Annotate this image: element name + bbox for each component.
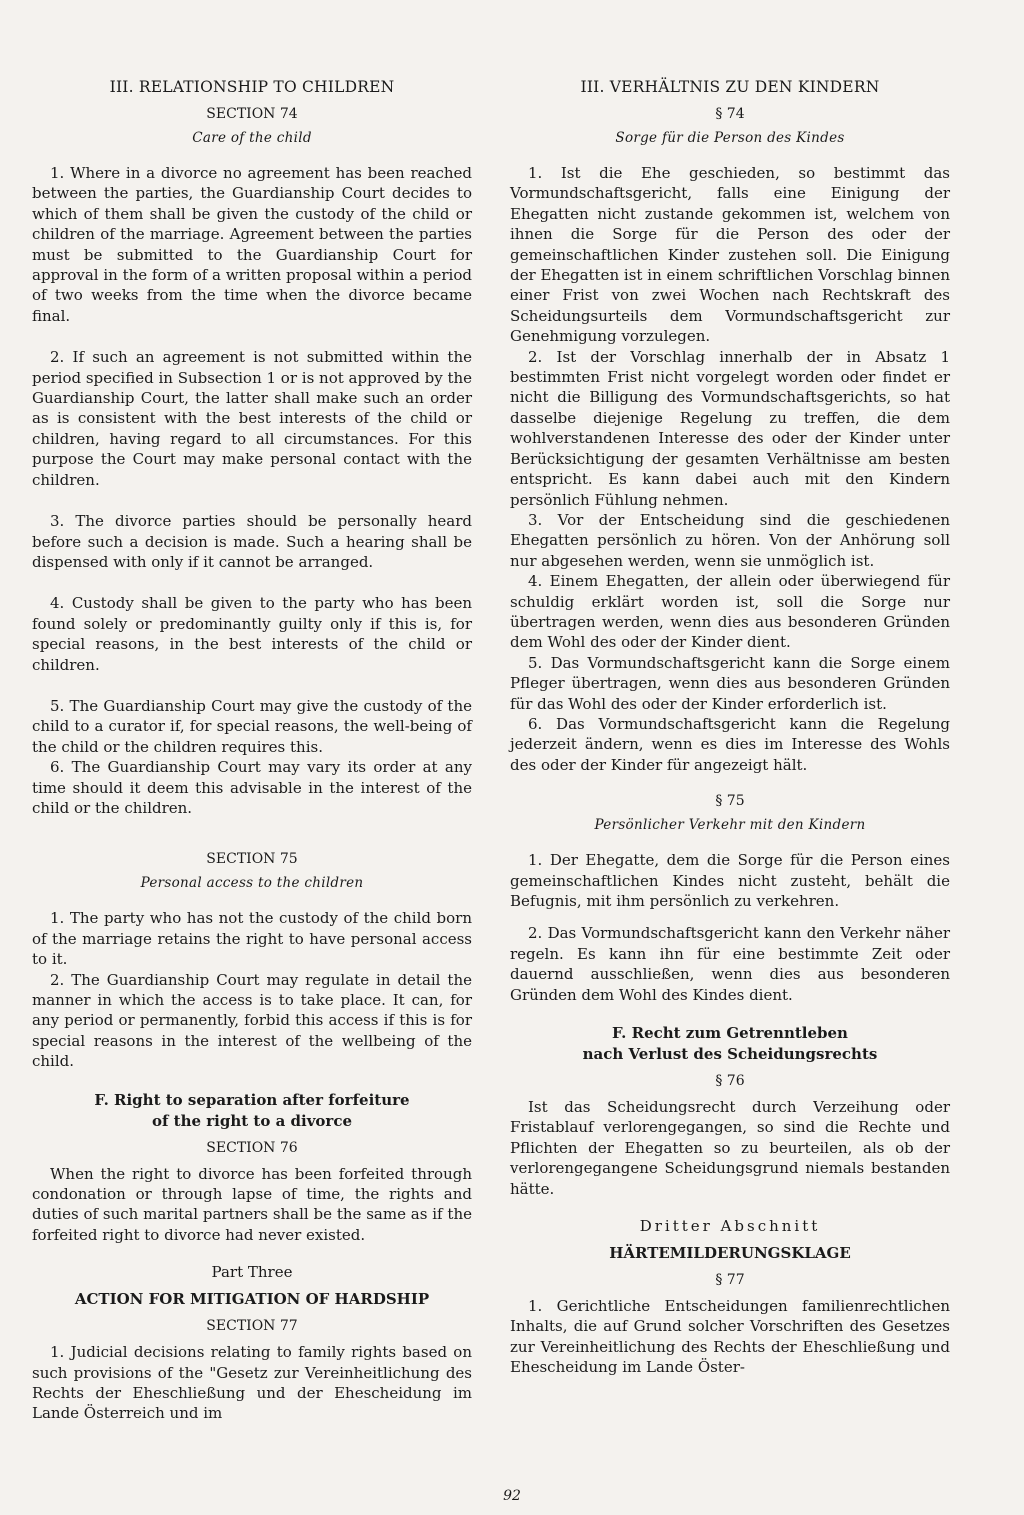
heading-line: F. Recht zum Getrenntleben bbox=[612, 1024, 848, 1043]
paragraph: 6. The Guardianship Court may vary its order at any time should it deem this advisable in the interest of the child or the children. bbox=[32, 758, 472, 817]
section-title: § 76 bbox=[715, 1073, 745, 1090]
section-title: § 74 bbox=[715, 106, 745, 122]
heading-line: of the right to a divorce bbox=[151, 1111, 352, 1130]
section-title: SECTION 76 bbox=[206, 1139, 298, 1156]
chapter-heading: III. RELATIONSHIP TO CHILDREN bbox=[109, 78, 395, 96]
part-f-heading bbox=[510, 1023, 950, 1065]
section-title: SECTION 75 bbox=[206, 851, 298, 868]
chapter-heading: III. VERHÄLTNIS ZU DEN KINDERN bbox=[580, 78, 880, 96]
paragraph: 2. If such an agreement is not submitted within the period specified in Subsection 1 or is not approved by the Guardianship Court, the latter shall make such an order as is consistent with the best interests of the child or children, having regard to all circumstances. For this purpose the Court may make personal contact with the children. bbox=[32, 348, 473, 489]
paragraph: 2. Ist der Vorschlag innerhalb der in Absatz 1 bestimmten Frist nicht vorgelegt worden oder findet er nicht die Billigung des Vormundschaftsgerichts, so hat dasselbe diejenige Regelung zu treffen, die dem wohlverstandenen Interesse des oder der Kinder unter Berücksichtigung der gesamten Verhältnisse am besten entspricht. Es kann dabei auch mit den Kindern persönlich Fühlung nehmen. bbox=[510, 347, 950, 509]
part-title: Dritter Abschnitt bbox=[639, 1217, 821, 1236]
paragraph: 6. Das Vormundschaftsgericht kann die Regelung jederzeit ändern, wenn es dies im Interesse des Wohls des oder der Kinder für angezeigt hält. bbox=[510, 714, 950, 774]
section-subtitle: Persönlicher Verkehr mit den Kindern bbox=[594, 817, 866, 834]
paragraph: 1. Judicial decisions relating to family rights based on such provisions of the "Gesetz zur Vereinheitlichung des Rechts der Eheschließung und der Ehescheidung im Lande Österreich und im bbox=[32, 1343, 472, 1423]
part-heading: ACTION FOR MITIGATION OF HARDSHIP bbox=[74, 1290, 430, 1309]
part-f-heading bbox=[32, 1090, 472, 1132]
paragraph: 4. Einem Ehegatten, der allein oder überwiegend für schuldig erklärt worden ist, soll die Sorge nur übertragen werden, wenn dies aus besonderen Gründen dem Wohl des oder der Kinder dient. bbox=[510, 572, 950, 652]
paragraph: Ist das Scheidungsrecht durch Verzeihung oder Fristablauf verlorengegangen, so sind die Rechte und Pflichten der Ehegatten so zu beurteilen, als ob der verlorengegangene Scheidungsgrund niemals bestanden hätte. bbox=[510, 1098, 950, 1198]
paragraph: 1. Where in a divorce no agreement has been reached between the parties, the Guardianship Court decides to which of them shall be given the custody of the child or children of the marriage. Agreement between the parties must be submitted to the Guardianship Court for approval in the form of a written proposal within a period of two weeks from the time when the divorce became final. bbox=[32, 164, 472, 325]
section-title: § 75 bbox=[715, 793, 745, 810]
paragraph: 2. Das Vormundschaftsgericht kann den Verkehr näher regeln. Es kann ihn für eine bestimmte Zeit oder dauernd ausschließen, wenn dies aus besonderen Gründen dem Wohl des Kindes dient. bbox=[510, 924, 950, 1004]
section-subtitle: Sorge für die Person des Kindes bbox=[615, 130, 845, 146]
part-title: Part Three bbox=[211, 1263, 293, 1282]
german-column bbox=[510, 78, 950, 1378]
paragraph: 2. The Guardianship Court may regulate in detail the manner in which the access is to take place. It can, for any period or permanently, forbid this access if this is for special reasons in the interest of the wellbeing of the child. bbox=[32, 970, 472, 1071]
heading-line: nach Verlust des Scheidungsrechts bbox=[582, 1045, 878, 1064]
paragraph: 1. Ist die Ehe geschieden, so bestimmt das Vormundschaftsgericht, falls eine Einigung der Ehegatten nicht zustande gekommen ist, welchem von ihnen die Sorge für die Person des oder der gemeinschaftlichen Kinder zustehen soll. Die Einigung der Ehegatten ist in einem schriftlichen Vorschlag binnen einer Frist von zwei Wochen nach Rechtskraft des Scheidungsurteils dem Vormundschaftsgericht zur Genehmigung vorzulegen. bbox=[510, 164, 950, 346]
paragraph: 1. The party who has not the custody of the child born of the marriage retains the right to have personal access to it. bbox=[32, 909, 472, 969]
heading-line: F. Right to separation after forfeiture bbox=[94, 1090, 410, 1109]
paragraph: 5. The Guardianship Court may give the custody of the child to a curator if, for special reasons, the well-being of the child or the children requires this. bbox=[32, 696, 472, 756]
paragraph: 5. Das Vormundschaftsgericht kann die Sorge einem Pfleger übertragen, wenn dies aus besonderen Gründen für das Wohl des oder der Kinder erforderlich ist. bbox=[510, 653, 950, 713]
section-subtitle: Personal access to the children bbox=[140, 875, 364, 892]
english-column bbox=[32, 78, 472, 1424]
section-title: § 77 bbox=[715, 1272, 745, 1289]
paragraph: 3. The divorce parties should be personally heard before such a decision is made. Such a hearing shall be dispensed with only if it cannot be arranged. bbox=[32, 512, 472, 571]
section-subtitle: Care of the child bbox=[192, 130, 312, 146]
page-number: 92 bbox=[503, 1488, 521, 1504]
paragraph: 4. Custody shall be given to the party who has been found solely or predominantly guilty only if this is, for special reasons, in the best interests of the child or children. bbox=[32, 594, 472, 674]
section-title: SECTION 74 bbox=[206, 106, 298, 122]
paragraph: 1. Der Ehegatte, dem die Sorge für die Person eines gemeinschaftlichen Kindes nicht zusteht, behält die Befugnis, mit ihm persönlich zu verkehren. bbox=[510, 851, 950, 910]
part-heading: HÄRTEMILDERUNGSKLAGE bbox=[609, 1244, 851, 1263]
paragraph: When the right to divorce has been forfeited through condonation or through lapse of time, the rights and duties of such marital partners shall be the same as if the forfeited right to divorce had never existed. bbox=[32, 1164, 472, 1244]
section-title: SECTION 77 bbox=[206, 1318, 298, 1335]
paragraph: 1. Gerichtliche Entscheidungen familienrechtlichen Inhalts, die auf Grund solcher Vorschriften des Gesetzes zur Vereinheitlichung des Rechts der Eheschließung und Ehescheidung im Lande Öster- bbox=[510, 1297, 950, 1377]
paragraph: 3. Vor der Entscheidung sind die geschiedenen Ehegatten persönlich zu hören. Von der Anhörung soll nur abgesehen werden, wenn sie unmöglich ist. bbox=[510, 510, 950, 570]
